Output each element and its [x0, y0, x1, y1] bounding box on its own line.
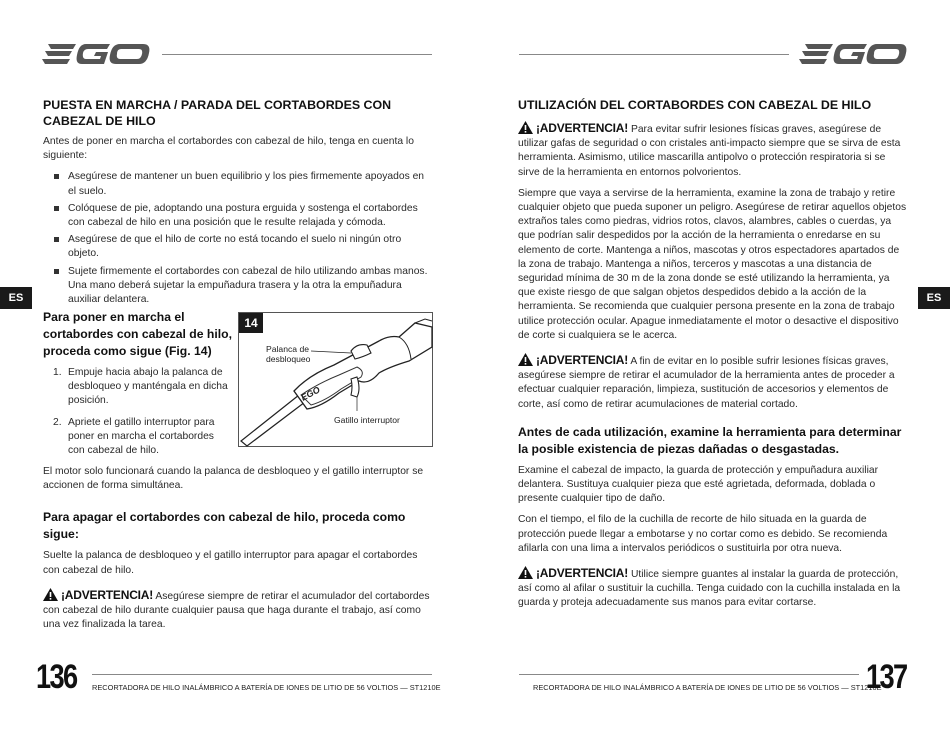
- warning-icon: [43, 588, 58, 601]
- warning-block: [518, 566, 908, 611]
- language-tab: ES: [0, 287, 32, 309]
- warning-block: [518, 121, 908, 180]
- left-top-section: [43, 97, 433, 314]
- lever-label: Palanca de desbloqueo: [266, 344, 311, 364]
- warning-icon: [518, 121, 533, 134]
- figure-number: 14: [239, 313, 263, 333]
- right-page: [475, 0, 950, 734]
- trigger-label: Gatillo interruptor: [334, 415, 400, 425]
- section-heading: UTILIZACIÓN DEL CORTABORDES CON CABEZAL DE HILO: [518, 98, 872, 112]
- bullet-item: Sujete firmemente el cortabordes con cabezal de hilo utilizando ambas manos. Una mano deberá sujetar la empuñadura trasera y la otra la empuñadura auxiliar delantera.: [53, 265, 433, 308]
- warning-text: A fin de evitar en lo posible sufrir lesiones físicas graves, asegúrese siempre de retirar el acumulador de la herramienta antes de proceder a efectuar cualquier reparación, limpieza, sustitución de accesorios y elementos de corte, así como de retirar acumulaciones de material cortado.: [518, 356, 895, 410]
- bullet-item: Asegúrese de que el hilo de corte no está tocando el suelo ni ningún otro objeto.: [53, 233, 433, 261]
- paragraph: Examine el cabezal de impacto, la guarda de protección y empuñadura auxiliar delantera. Sustituya cualquier pieza que esté agrietada, deformada, doblada o presente cualquier tipo de daño.: [518, 464, 879, 505]
- warning-block: [43, 588, 433, 633]
- steps-list: [43, 366, 233, 458]
- warning-label: ¡ADVERTENCIA!: [61, 587, 154, 602]
- ego-logo: [799, 40, 909, 68]
- stop-heading: Para apagar el cortabordes con cabezal de hilo, proceda como sigue:: [43, 510, 406, 542]
- warning-block: [518, 353, 908, 412]
- stop-text: Suelte la palanca de desbloqueo y el gatillo interruptor para apagar el cortabordes con cabezal de hilo.: [43, 550, 418, 576]
- header-rule: [519, 54, 789, 55]
- handle-logo: EGO: [299, 384, 322, 403]
- footer-text: RECORTADORA DE HILO INALÁMBRICO A BATERÍA DE IONES DE LITIO DE 56 VOLTIOS — ST1210E: [533, 683, 882, 692]
- section-heading: PUESTA EN MARCHA / PARADA DEL CORTABORDES CON CABEZAL DE HILO: [43, 98, 392, 128]
- page-number: 136: [36, 658, 77, 696]
- warning-label: ¡ADVERTENCIA!: [536, 566, 629, 581]
- right-section: [518, 97, 908, 618]
- warning-icon: [518, 353, 533, 366]
- warning-text: Utilice siempre guantes al instalar la guarda de protección, así como al afilar o sustituir la cuchilla. Tenga cuidado con la cuchilla instalada en la guarda y proteja adecuadamente sus manos para evitar cortarse.: [518, 569, 901, 609]
- bullet-item: Asegúrese de mantener un buen equilibrio y los pies firmemente apoyados en el suelo.: [53, 170, 433, 198]
- bullet-item: Colóquese de pie, adoptando una postura erguida y sostenga el cortabordes con cabezal de hilo en una posición que le resulte relajada y cómoda.: [53, 202, 433, 230]
- svg-text:EGO: EGO: [242, 60, 245, 61]
- warning-text: Para evitar sufrir lesiones físicas graves, asegúrese de utilizar gafas de seguridad o con cristales anti-impacto siempre que se sirva de esta herramienta. Asimismo, utilice mascarilla antipolvo o protección respiratoria si se sirve de la herramienta en entornos polvorientos.: [518, 124, 901, 178]
- warning-label: ¡ADVERTENCIA!: [536, 353, 629, 368]
- bullet-list: [43, 170, 433, 307]
- language-tab: ES: [918, 287, 950, 309]
- header-rule: [162, 54, 432, 55]
- paragraph: Con el tiempo, el filo de la cuchilla de recorte de hilo situada en la guarda de protección puede llegar a embotarse y no cortar como es debido. Se recomienda afilarla con una lima a intervalos periódicos o sustituirla por otra nueva.: [518, 514, 888, 554]
- footer-text: RECORTADORA DE HILO INALÁMBRICO A BATERÍA DE IONES DE LITIO DE 56 VOLTIOS — ST1210E: [92, 683, 441, 692]
- warning-text: Asegúrese siempre de retirar el acumulador del cortabordes con cabezal de hilo durante cualquier pausa que haga durante el trabajo, así como una vez finalizada la tarea.: [43, 590, 430, 631]
- motor-note: El motor solo funcionará cuando la palanca de desbloqueo y el gatillo interruptor se accionen de forma simultánea.: [43, 466, 424, 492]
- ego-logo: [42, 40, 245, 68]
- start-heading: Para poner en marcha el cortabordes con cabezal de hilo, proceda como sigue (Fig. 14): [43, 310, 232, 358]
- warning-icon: [518, 566, 533, 579]
- footer-rule: [519, 674, 859, 675]
- inspection-heading: Antes de cada utilización, examine la herramienta para determinar la posible existencia de piezas dañadas o desgastadas.: [518, 424, 902, 456]
- paragraph: Siempre que vaya a servirse de la herramienta, examine la zona de trabajo y retire cualquier objeto que pueda suponer un peligro. Asegúrese de retirar aquellos objetos extraños tales como piedras, vidrios rotos, clavos, alambres, cables o cuerdas, ya que podrían salir despedidos por la acción de la herramienta o enredarse en su elemento de corte. Mantenga a niños, mascotas y otros espectadores apartados de la zona de trabajo. Mantenga a niños, terceros y mascotas a una distancia de seguridad mínima de 30 m de la zona donde se esté utilizando la herramienta, ya que existe riesgo de que salgan objetos despedidos debido a la acción de la herramienta. Se recomienda que cualquier persona presente en la zona de trabajo utilice protección ocular. Apague inmediatamente el motor o desactive el dispositivo de corte si cualquiera se le acerca.: [518, 187, 907, 341]
- footer-rule: [92, 674, 432, 675]
- step-item: 2. Apriete el gatillo interruptor para poner en marcha el cortabordes con cabezal de hilo.: [53, 416, 215, 457]
- warning-label: ¡ADVERTENCIA!: [536, 121, 629, 135]
- intro-text: Antes de poner en marcha el cortabordes con cabezal de hilo, tenga en cuenta lo siguiente:: [43, 136, 414, 162]
- figure-14: [238, 312, 433, 447]
- left-bottom-section: [43, 465, 433, 639]
- step-item: 1. Empuje hacia abajo la palanca de desbloqueo y manténgala en dicha posición.: [53, 367, 228, 407]
- trimmer-handle-illustration: [239, 313, 432, 446]
- start-procedure: [43, 309, 233, 465]
- page-number: 137: [866, 658, 907, 696]
